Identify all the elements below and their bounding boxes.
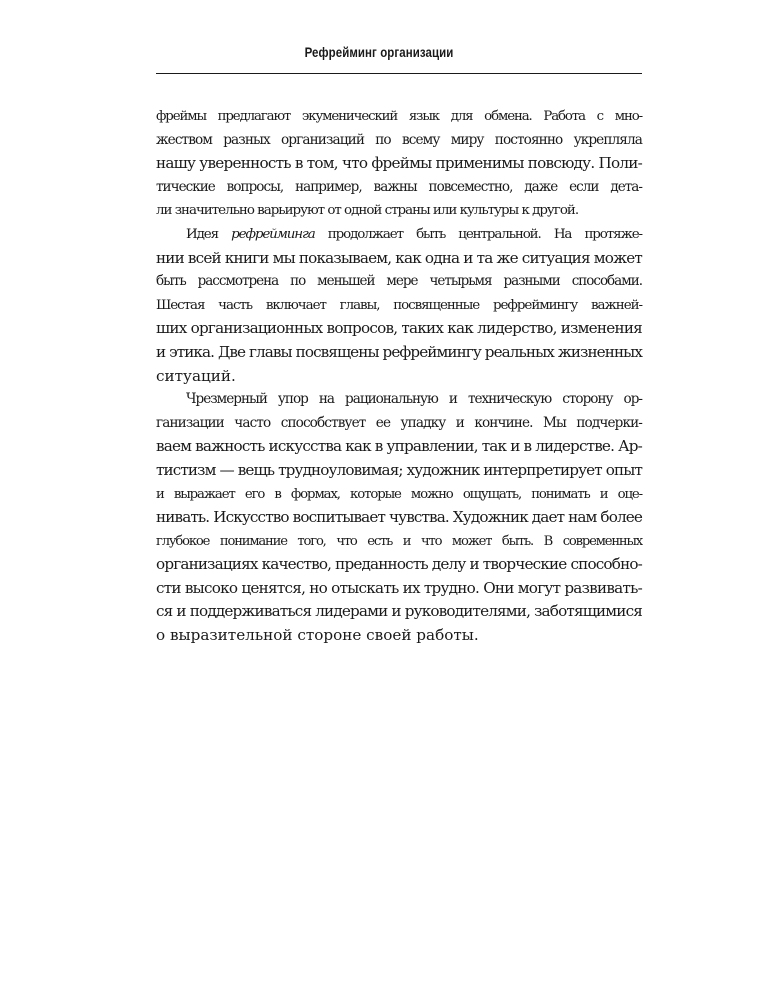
text-line: жеством разных организаций по всему миру постоянно укрепляла [156,131,642,148]
italic-term: рефрейминга [231,226,315,242]
text-line: ваем важность искусства как в управлении, так и в лидерстве. Ар- [156,437,642,456]
text-line: нии всей книги мы показываем, как одна и та же ситуация может [156,248,642,267]
paragraph-2 [156,223,642,388]
text-line: ся и поддерживаться лидерами и руководителями, заботящимися [156,602,642,621]
text-line: быть рассмотрена по меньшей мере четырьмя разными способами. [156,273,642,290]
text-line: о выразительной стороне своей работы. [156,626,479,645]
paragraph-1 [156,105,642,223]
text-line: фреймы предлагают экуменический язык для обмена. Работа с мно- [156,109,642,124]
text-line: нашу уверенность в том, что фреймы применимы повсюду. Поли- [156,154,642,173]
text-line: нивать. Искусство воспитывает чувства. Художник дает нам более [156,508,642,527]
text-line: ли значительно варьируют от одной страны или культуры к другой. [156,203,579,219]
text-line: тистизм — вещь трудноуловимая; художник интерпретирует опыт [156,460,642,479]
text-line: тические вопросы, например, важны повсеместно, даже если дета- [156,178,642,195]
text-line: глубокое понимание того, что есть и что может быть. В современных [156,533,642,549]
header-rule [156,73,642,74]
text-line: ганизации часто способствует ее упадку и кончине. Мы подчерки- [156,414,642,431]
body-text [156,105,642,648]
text-line: ших организационных вопросов, таких как лидерство, изменения [156,319,642,338]
text-line: Шестая часть включает главы, посвященные рефреймингу важней- [156,297,642,313]
text-line: и этика. Две главы посвящены рефреймингу реальных жизненных [156,342,642,361]
text-line: организациях качество, преданность делу и творческие способно- [156,555,642,574]
text-line: Чрезмерный упор на рациональную и техническую сторону ор- [186,391,642,408]
text-segment: продолжает быть центральной. На протяже- [314,226,642,242]
text-line: ситуаций. [156,366,236,385]
text-line: и выражает его в формах, которые можно ощущать, понимать и оце- [156,486,642,502]
text-segment: Идея [186,226,232,242]
text-line [156,223,642,247]
running-header: Рефрейминг организации [304,44,454,60]
paragraph-3 [156,388,642,648]
text-line: сти высоко ценятся, но отыскать их трудно. Они могут развивать- [156,578,642,597]
